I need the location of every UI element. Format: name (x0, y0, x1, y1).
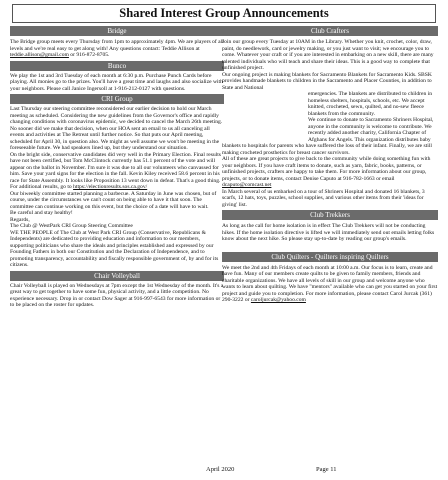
trekkers-heading: Club Trekkers (222, 210, 438, 220)
right-column (222, 26, 438, 306)
crafters-heading: Club Crafters (222, 26, 438, 36)
crafters-paragraph-3: We continue to donate to Sacramento Shriners Hospital, anyone in the community is welcome to contribute. We recently added another charity, California Chapter of Afghans for Angels. This organization distributes baby blankets to hospitals for parents who have suffered the loss of their infant. Finally, we are still making crocheted prosthetics for breast cancer survivors. (222, 117, 434, 156)
volleyball-text: Chair Volleyball is played on Wednesdays at 7pm except the 1st Wednesday of the month. It's a great way to get together to have some fun, physical activity, and a little competition. No experience necessary. Drop in or contact Dow Sager at 916-997-6543 for more information or to be placed on the roster for updates. (10, 282, 224, 308)
crafters-paragraph-4: All of these are great projects to give back to the community while doing something fun with your neighbors. If you have craft items to donate, such as yarn, fabric, books, patterns, or unfinished projects, crafters are happy to take them. For more information about our group, projects, or to donate items, contact Denise Caputo at 916-782-1663 or email dcaputo@comcast.net (222, 156, 431, 188)
cri-paragraph-3: Our biweekly committee started planning a barbecue. A Saturday in June was chosen, but of course, under the circumstances we can't count on being able to have it that soon. The committee can continue working on this event, but the choice of a date will have to wait. (10, 190, 217, 210)
quilters-heading: Club Quilters - Quilters inspiring Quilters (222, 252, 438, 262)
quilters-text: We meet the 2nd and 4th Fridays of each month at 10:00 a.m. Our focus is to learn, create and have fun. Many of our members create quilts to be given to family members, friends and charitable organizations. We have all levels of skill in our group and welcome anyone who wants to learn about quilting. We have "mentors" available who can get you started on your first project and guide you to completion. For more information, please contact Carol Jurcak (361) 290-3222 or caroljurcak@yahoo.com (222, 264, 438, 303)
cri-paragraph-5: Regards, (10, 216, 30, 223)
cri-section (10, 94, 224, 269)
cri-paragraph-1: Last Thursday our steering committee reconsidered our earlier decision to hold our March meeting as scheduled. Considering the new guidelines from the Governor's office and rapidly changing conditions with coronavirus epidemic, we decided to cancel the March 26th meeting. No sooner did we make that decision, when our HOA sent an email to us all canceling all events and activities at The Retreat until further notice. So that puts our April meeting, scheduled for April 30, in question also. We might as well assume we won't be meeting in the foreseeable future. We had speakers lined up, but they understand our situation. (10, 106, 223, 151)
bridge-section (10, 26, 224, 59)
bridge-email-link[interactable]: teddie.allison@gmail.com (10, 52, 69, 58)
crafters-section (222, 26, 438, 208)
bridge-heading: Bridge (10, 26, 224, 36)
left-column (10, 26, 224, 311)
election-results-link[interactable]: https://electionresults.sos.ca.gov/ (73, 184, 148, 190)
crafters-paragraph-2b: emergencies. The blankets are distributed to children in homeless shelters, hospitals, schools, etc. We accept knitted, crocheted, sewn, quilted, and no-sew fleece blankets from the community. (308, 91, 433, 117)
crafters-email-link[interactable]: dcaputo@comcast.net (222, 182, 272, 188)
bunco-text: We play the 1st and 3rd Tuesday of each month at 6:30 p.m. Purchase Punch Cards before playing. All monies go to the prizes. You'll have a great time and laughs and also socialize with your neighbors. Please call Janice Ingersoll at 1-916-212-0127 with questions. (10, 72, 223, 92)
cri-paragraph-6: The Club @ WestPark CRI Group Steering Committee (10, 223, 133, 229)
crafters-paragraph-2a: Our ongoing project is making blankets for Sacramento Blankets for Sacramento Kids. SBSK provides handmade blankets to children in the Sacramento and Placer Counties, in addition to State and National (222, 71, 432, 91)
cri-paragraph-2: On the bright side, conservative candidates did very well in the Primary Election. Final results have not been certified, but Tom McClintock currently has 51.1 percent of the vote and will appear on the ballot in November. I'm sure it was due to all our volunteers who canvassed for him. Save your yard signs for the election in the fall. Kevin Kiley received 58.6 percent in his race for State Assembly. It looks like Proposition 13 went down in defeat. That's a good thing. For additional results, go to https://electionresults.sos.ca.gov/ (10, 151, 221, 190)
cri-paragraph-4: Be careful and stay healthy! (10, 210, 73, 216)
crafters-paragraph-1: Join our group every Tuesday at 10AM in the Library. Whether you knit, crochet, color, draw, paint, do needlework, card or jewelry making, or you just want to visit; we encourage you to come. Whatever your craft or if you are interested in embarking on a new skill, there are many talented individuals who will teach and share their ideas. This is a good way to complete that unfinished project. (222, 39, 434, 71)
footer-date: April 2020 (206, 466, 235, 473)
trekkers-section (222, 210, 438, 243)
trekkers-text: As long as the call for home isolation is in effect The Club Trekkers will not be conducting hikes. If the home isolation directive is lifted we will immediately send out emails letting folks know about the next hike. So please stay up-to-date by reading our group's emails. (222, 223, 435, 242)
volleyball-heading: Chair Volleyball (10, 271, 224, 281)
cri-heading: CRI Group (10, 94, 224, 104)
crafters-photo-placeholder (222, 92, 304, 140)
quilters-email-link[interactable]: caroljurcak@yahoo.com (250, 297, 306, 303)
bunco-section (10, 61, 224, 93)
footer-page-number: Page 11 (316, 466, 337, 473)
bridge-text: The Bridge group meets every Thursday from 1pm to approximately 4pm. We are players of all levels and we're real easy to get along with! Any questions contact: Teddie Allison at teddie.allison@gmail.com or 916-872-8705. (10, 39, 224, 58)
cri-paragraph-7: WE THE PEOPLE of The Club at West Park CRI Group (Conservative, Republicans & Independents) are dedicated to providing education and information to our members, supporting politicians who share the ideals and principles established and expressed by our Founding Fathers in both our Constitution and the Declaration of Independence, and to promoting transparency, accountability and fiscally responsible government of, by and for its citizens. (10, 229, 219, 268)
bunco-heading: Bunco (10, 61, 224, 71)
volleyball-section (10, 271, 224, 309)
quilters-section (222, 252, 438, 304)
crafters-paragraph-5: In March several of us embarked on a tour of Shriners Hospital and donated 16 blankets, 3 scarfs, 12 hats, toys, puzzles, school supplies, and various other items from their 'ideas for giving' list. (222, 188, 425, 208)
page-title: Shared Interest Group Announcements (12, 4, 436, 23)
